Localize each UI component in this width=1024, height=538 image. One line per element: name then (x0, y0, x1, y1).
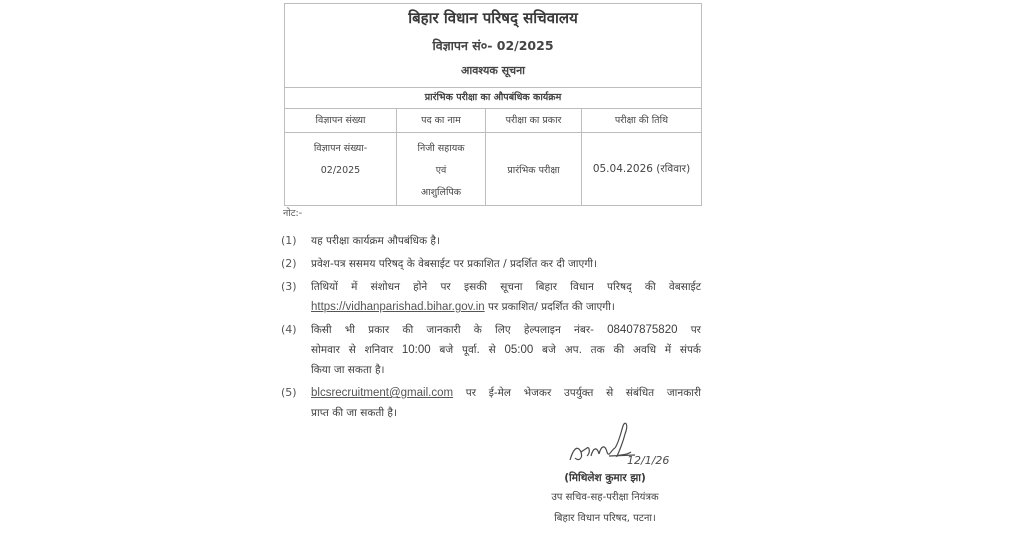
note-line-text: पर ई-मेल भेजकर उपर्युक्त से संबंधित जानकारी (453, 387, 701, 399)
note-number: (2) (281, 257, 297, 270)
column-header-post-name: पद का नाम (397, 109, 486, 132)
note-text: प्रवेश-पत्र ससमय परिषद् के वेबसाईट पर प्रकाशित / प्रदर्शित कर दी जाएगी। (311, 258, 597, 270)
note-line: तिथियों में संशोधन होने पर इसकी सूचना बिहार विधान परिषद् की वेबसाईट (311, 281, 701, 293)
note-line (311, 320, 701, 340)
advertisement-number: विज्ञापन सं०- 02/2025 (432, 38, 554, 53)
cell-advertisement-no (285, 133, 397, 205)
signatory-name: (मिथिलेश कुमार झा) (564, 472, 646, 484)
cell-exam-type: प्रारंभिक परीक्षा (486, 133, 582, 205)
note-line (311, 340, 701, 360)
note-item-2 (281, 254, 701, 274)
signatory-block (480, 469, 710, 529)
notes-list (281, 231, 701, 426)
note-line (311, 383, 701, 403)
email-link[interactable]: blcsrecruitment@gmail.com (311, 387, 454, 399)
cell-line: विज्ञापन संख्या- (313, 143, 368, 154)
note-line (311, 297, 701, 317)
cell-line: निजी सहायक (417, 143, 465, 154)
schedule-title: प्रारंभिक परीक्षा का औपबंधिक कार्यक्रम (285, 88, 701, 109)
note-number: (5) (281, 386, 297, 399)
notes-heading: नोट:- (283, 208, 303, 219)
note-item-5 (281, 383, 701, 423)
note-text (311, 277, 701, 317)
website-link[interactable]: https://vidhanparishad.bihar.gov.in (311, 301, 485, 313)
note-item-3 (281, 277, 701, 317)
note-line: प्राप्त की जा सकती है। (311, 407, 397, 419)
note-line-text: पर (677, 324, 701, 336)
cell-line: एवं (435, 165, 447, 176)
note-line: किया जा सकता है। (311, 364, 385, 376)
cell-exam-date: 05.04.2026 (रविवार) (592, 163, 691, 175)
note-item-4 (281, 320, 701, 380)
table-row (285, 133, 701, 205)
column-header-exam-date: परीक्षा की तिथि (614, 115, 669, 126)
organization-title: बिहार विधान परिषद् सचिवालय (408, 9, 578, 27)
table-header-row (285, 109, 701, 133)
signatory-office: बिहार विधान परिषद, पटना। (554, 513, 656, 524)
note-line-text: पर प्रकाशित/ प्रदर्शित की जाएगी। (484, 301, 615, 313)
cell-line: आशुलिपिक (420, 187, 462, 198)
signature-date: 12/1/26 (627, 454, 670, 467)
cell-post-name (397, 133, 486, 205)
time-end: 05:00 (504, 344, 534, 356)
note-text (311, 320, 701, 380)
signature-image (565, 422, 685, 472)
notice-header (285, 4, 701, 88)
note-number: (3) (281, 280, 297, 293)
note-line-text: बजे अप. तक की अवधि में संपर्क (533, 344, 701, 356)
helpline-number: 08407875820 (607, 324, 678, 336)
note-line-text: सोमवार से शनिवार (311, 344, 402, 356)
notice-label: आवश्यक सूचना (460, 64, 526, 77)
note-item-1 (281, 231, 701, 251)
note-line-text: किसी भी प्रकार की जानकारी के लिए हेल्पलाइन नंबर- (311, 324, 608, 336)
cell-line: 02/2025 (320, 165, 361, 176)
note-number: (4) (281, 323, 297, 336)
note-text: यह परीक्षा कार्यक्रम औपबंधिक है। (311, 235, 440, 247)
note-text (311, 383, 701, 423)
column-header-exam-type: परीक्षा का प्रकार (486, 109, 582, 132)
time-start: 10:00 (401, 344, 431, 356)
note-line-text: बजे पूर्वा. से (430, 344, 505, 356)
signatory-designation: उप सचिव-सह-परीक्षा नियंत्रक (551, 492, 659, 503)
notice-table (284, 3, 702, 206)
note-number: (1) (281, 234, 297, 247)
column-header-advertisement-no: विज्ञापन संख्या (285, 109, 397, 132)
